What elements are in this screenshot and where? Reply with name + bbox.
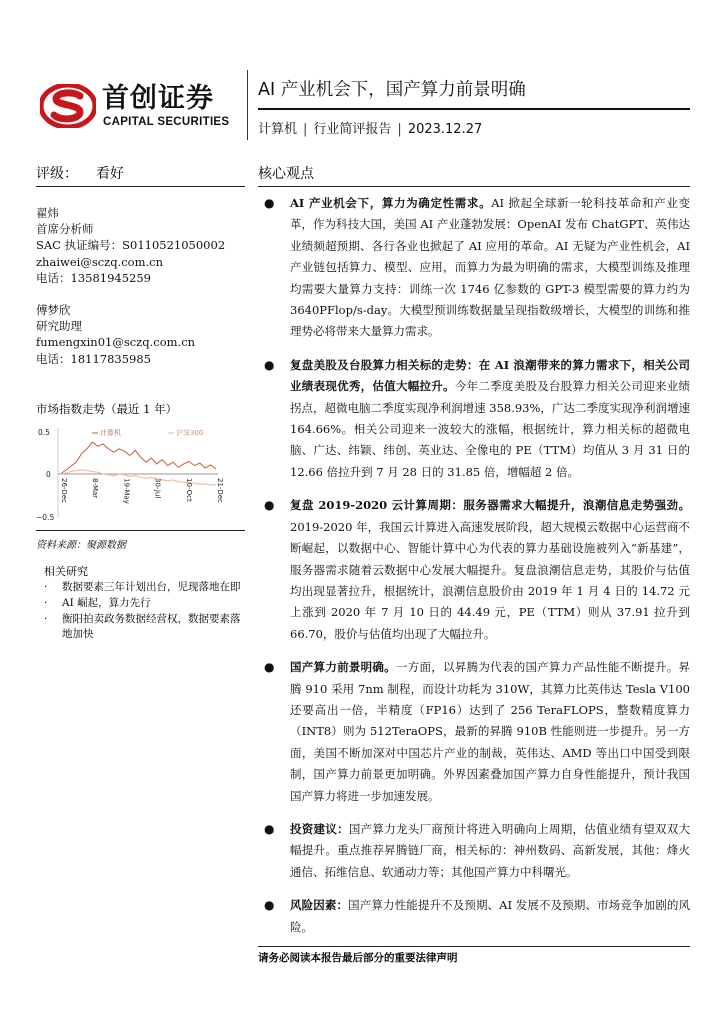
x-tick-label: 26-Dec <box>60 478 68 503</box>
logo-text-cn: 首创证券 <box>102 83 214 114</box>
bullet-dot-icon: ● <box>264 898 275 913</box>
x-tick-label: 10-Oct <box>184 478 193 502</box>
bullet-dot-icon: · <box>44 581 48 593</box>
analyst-name: 翟炜 <box>36 206 59 220</box>
bullet-dot-icon: ● <box>264 357 275 372</box>
core-point: ● AI 产业机会下，算力为确定性需求。AI 掀起全球新一轮科技革命和产业变革，作为科技大国，美国 AI 产业蓬勃发展：OpenAI 发布 ChatGPT、英伟达业绩频超预期、各行各业也掀起了 AI 应用的革命。AI 无疑为产业性机会，AI 产业链包括算力、模型、应用，而算力为最为明确的需求，大模型训练及推理均需要大量算力支持：训练一次 1746 亿参数的 GPT-3 模型需要的算力约为 3640PFlop/s-day。大模型预训练数据量呈现指数级增长，大模型的训练和推理势必将带来大量算力需求。 <box>262 193 690 343</box>
related-research-title: 相关研究 <box>44 565 88 578</box>
bullet-dot-icon: · <box>44 613 48 625</box>
core-title: 核心观点 <box>258 166 314 182</box>
related-research-list <box>44 580 244 643</box>
x-tick-label: 19-May <box>122 478 131 504</box>
core-point: ● 投资建议：国产算力龙头厂商预计将进入明确向上周期，估值业绩有望双双大幅提升。重点推荐昇腾链厂商，相关标的：神州数码、高新发展，其他：烽火通信、拓维信息、软通动力等；其他国产算力中科曙光。 <box>262 819 690 883</box>
y-tick-label: 0.5 <box>38 428 50 437</box>
capital-securities-logo-icon <box>40 84 96 128</box>
series-line-computer <box>60 442 216 474</box>
related-item[interactable]: · 数据要素三年计划出台，児现落地在即 <box>44 581 241 593</box>
x-tick-label: 30-Jul <box>153 478 162 499</box>
analyst-email[interactable]: fumengxin01@sczq.com.cn <box>36 335 196 350</box>
rating-value: 看好 <box>96 166 124 182</box>
core-point: ● 复盘美股及台股算力相关标的走势：在 AI 浪潮带来的算力需求下，相关公司业绩表现优秀，估值大幅拉升。今年二季度美股及台股算力相关公司迎来业绩拐点，超微电脑二季度实现净利润增速 358.93%，广达二季度实现净利润增速 164.66%。相关公司迎来一波较大的涨幅，根据统计，算力相关标的超微电脑、广达、纬颖、纬创、英业达、全像电的 PE（TTM）均值从 3 月 31 日的 12.66 倍拉升到 7 月 28 日的 31.85 倍，增幅超 2 倍。 <box>262 355 690 483</box>
report-type: 行业简评报告 <box>313 122 392 137</box>
report-date: 2023.12.27 <box>407 122 483 137</box>
title-rule <box>258 108 690 110</box>
analyst-card <box>36 205 225 286</box>
analyst-phone: 电话：18117835985 <box>36 351 151 366</box>
legal-disclaimer[interactable]: 请务必阅读本报告最后部分的重要法律声明 <box>258 952 458 964</box>
y-tick-label: 0 <box>46 470 51 479</box>
rating-label: 评级： <box>36 166 78 182</box>
legend-label: 计算机 <box>100 429 121 437</box>
core-point: ● 复盘 2019-2020 云计算周期：服务器需求大幅提升，浪潮信息走势强劲。2019-2020 年，我国云计算进入高速发展阶段，超大规模云数据中心运营商不断崛起，以数据中心、智能计算中心为代表的算力基础设施被列入“新基建”，服务器需求随着云数据中心发展大幅提升。复盘浪潮信息走势，其股价与估值均出现显著拉升，根据统计，浪潮信息股价由 2019 年 1 月 4 日的 14.72 元上涨到 2020 年 7 月 10 日的 44.49 元，PE（TTM）则从 37.91 拉升到 66.70，股价与估值均出现了大幅拉升。 <box>262 495 690 645</box>
analyst-title: 首席分析师 <box>36 222 94 237</box>
chart-rule <box>36 530 245 531</box>
logo-text-en: CAPITAL SECURITIES <box>103 116 230 128</box>
y-tick-label: −0.5 <box>36 513 55 522</box>
core-point: ● 国产算力前景明确。一方面，以昇腾为代表的国产算力产品性能不断提升。昇腾 910 采用 7nm 制程，而设计功耗为 310W，其算力比英伟达 Tesla V100 还要高出一倍，半精度（FP16）达到了 256 TeraFLOPS，整数精度算力（INT8）则为 512TeraOPS，最新的昇腾 910B 性能则进一步提升。另一方面，美国不断加深对中国芯片产业的制裁，英伟达、AMD 等出口中国受到限制，国产算力前景更加明确。外界因素叠加国产算力自身性能提升，预计我国国产算力将进一步加速发展。 <box>262 657 690 807</box>
bullet-dot-icon: · <box>44 597 48 609</box>
market-index-chart <box>36 420 246 530</box>
x-tick-label: 8-Mar <box>91 478 100 499</box>
legend-label: 沪深300 <box>176 429 204 437</box>
right-rule <box>258 186 690 187</box>
analyst-card <box>36 302 195 367</box>
core-points <box>262 193 690 950</box>
analyst-sac: SAC 执证编号：S0110521050002 <box>36 238 226 253</box>
analyst-email[interactable]: zhaiwei@sczq.com.cn <box>36 254 164 269</box>
bullet-dot-icon: ● <box>264 821 275 836</box>
rating <box>36 163 124 183</box>
left-rule <box>36 186 245 187</box>
x-tick-label: 21-Dec <box>216 478 224 503</box>
related-item[interactable]: · AI 崛起，算力先行 <box>44 597 151 609</box>
bullet-dot-icon: ● <box>264 498 275 513</box>
core-point: ● 风险因素：国产算力性能提升不及预期、AI 发展不及预期、市场竞争加剧的风险。 <box>262 895 690 938</box>
bullet-dot-icon: ● <box>264 660 275 675</box>
analyst-name: 傅梦欣 <box>36 303 71 317</box>
related-item[interactable]: · 衡阳拍卖政务数据经营权，数据要素落地加快 <box>44 613 241 640</box>
industry: 计算机 <box>258 122 298 137</box>
bullet-dot-icon: ● <box>264 196 275 210</box>
report-title: AI 产业机会下，国产算力前景明确 <box>258 80 526 100</box>
footer-rule <box>258 946 690 947</box>
analyst-phone: 电话：13581945259 <box>36 270 151 285</box>
chart-title: 市场指数走势（最近 1 年） <box>36 402 178 416</box>
company-logo <box>40 82 240 128</box>
header-divider <box>247 70 248 140</box>
analyst-title: 研究助理 <box>36 319 82 334</box>
chart-source: 资料来源：聚源数据 <box>36 540 126 551</box>
report-meta: 计算机 | 行业简评报告 | 2023.12.27 <box>258 122 483 137</box>
